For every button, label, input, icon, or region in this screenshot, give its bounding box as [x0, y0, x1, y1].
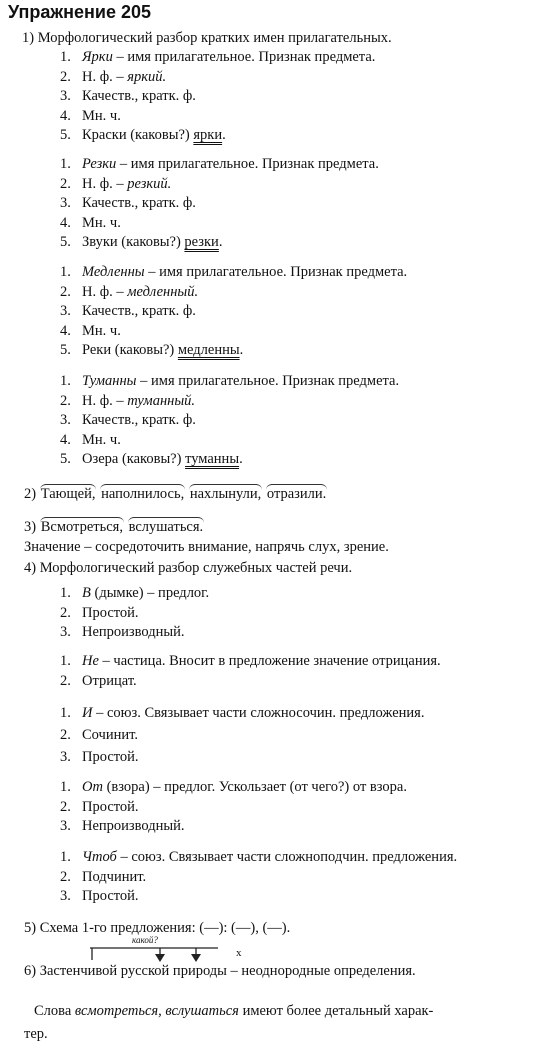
item-text: – имя прилагательное. Признак предмета.: [116, 156, 379, 172]
exercise-title: Упражнение 205: [8, 2, 152, 22]
item-text: Озера (каковы?): [82, 451, 186, 467]
item-text: – имя прилагательное. Признак предмета.: [136, 373, 400, 389]
underlined-predicate: медленны: [177, 342, 240, 358]
item-text: – союз. Связывает части сложносочин. предложения.: [92, 705, 425, 721]
list-item: [60, 672, 137, 690]
item-text: Качеств., кратк. ф.: [82, 88, 196, 104]
scheme-x-mark: x: [236, 947, 242, 959]
list-item: [60, 450, 243, 468]
closing-text: имеют более детальный харак-: [238, 1003, 434, 1019]
item-number: 3.: [60, 303, 71, 319]
item-text: Звуки (каковы?): [82, 234, 185, 250]
item-prefix: Н. ф. –: [82, 283, 128, 300]
item-text: Простой.: [82, 798, 139, 815]
item-text: Непроизводный.: [82, 624, 185, 640]
list-item: [60, 726, 138, 744]
section-5-scheme: 5) Схема 1-го предложения: (—): (—), (—).: [24, 920, 291, 936]
section-3-number: 3): [24, 519, 37, 535]
item-text: Реки (каковы?): [82, 342, 178, 358]
item-number: 3.: [60, 888, 71, 904]
list-item: [60, 107, 121, 125]
item-number: 2.: [60, 672, 71, 689]
item-text: Качеств., кратк. ф.: [82, 195, 196, 211]
item-text: – частица. Вносит в предложение значение отрицания.: [98, 653, 441, 669]
word-box: отразили.: [266, 486, 327, 502]
scheme-question: какой?: [132, 935, 158, 945]
word-box: нахлынули,: [189, 486, 262, 502]
item-number: 4.: [60, 322, 71, 339]
list-item: [60, 392, 195, 410]
item-text: Отрицат.: [82, 672, 137, 689]
list-item: [60, 411, 196, 429]
item-number: 1.: [60, 585, 71, 601]
item-number: 1.: [60, 49, 71, 65]
list-item: [60, 887, 139, 905]
item-word: В: [82, 585, 91, 601]
list-item: [60, 302, 196, 320]
word-box: вслушаться.: [128, 519, 204, 535]
item-number: 1.: [60, 849, 71, 865]
item-end: .: [239, 342, 244, 358]
item-text: Подчинит.: [82, 868, 147, 885]
item-number: 2.: [60, 175, 71, 192]
section-3: [24, 517, 204, 536]
item-number: 5.: [60, 342, 71, 358]
list-item: [60, 868, 146, 886]
item-number: 2.: [60, 604, 71, 621]
item-number: 2.: [60, 392, 71, 409]
item-end: .: [218, 234, 223, 250]
item-number: 1.: [60, 156, 71, 172]
item-number: 3.: [60, 88, 71, 104]
item-number: 1.: [60, 653, 71, 669]
item-text: Простой.: [82, 749, 139, 765]
item-number: 2.: [60, 798, 71, 815]
section-3-meaning: Значение – сосредоточить внимание, напрячь слух, зрение.: [24, 539, 389, 555]
item-number: 1.: [60, 373, 71, 389]
item-text: Мн. ч.: [82, 322, 121, 339]
item-number: 5.: [60, 234, 71, 250]
item-word: От: [82, 779, 103, 795]
scheme-arrow: [155, 954, 165, 962]
item-number: 1.: [60, 264, 71, 280]
item-text: Мн. ч.: [82, 214, 121, 231]
list-item: [60, 233, 222, 251]
list-item: [60, 372, 399, 390]
item-word: яркий.: [127, 68, 167, 85]
item-text: Простой.: [82, 888, 139, 904]
list-item: [60, 584, 209, 602]
item-word: туманный.: [127, 392, 196, 409]
section-6: 6) Застенчивой русской природы – неоднородные определения.: [24, 963, 416, 979]
list-item: [60, 704, 424, 722]
list-item: [60, 175, 171, 193]
list-item: [60, 817, 185, 835]
underlined-predicate: резки: [184, 234, 219, 250]
word-box: Всмотреться,: [40, 519, 123, 535]
item-word: Резки: [82, 156, 117, 172]
item-text: – имя прилагательное. Признак предмета.: [144, 264, 408, 280]
item-number: 3.: [60, 195, 71, 211]
list-item: [60, 87, 196, 105]
item-word: Чтоб: [82, 849, 117, 865]
item-prefix: Н. ф. –: [82, 392, 128, 409]
list-item: [60, 748, 139, 766]
item-number: 5.: [60, 451, 71, 467]
list-item: [60, 604, 139, 622]
item-word: Не: [82, 653, 99, 669]
item-number: 2.: [60, 283, 71, 300]
item-text: Непроизводный.: [82, 818, 185, 834]
item-text: Мн. ч.: [82, 107, 121, 124]
item-text: (дымке) – предлог.: [90, 585, 210, 601]
item-number: 3.: [60, 624, 71, 640]
item-word: медленный.: [127, 283, 199, 300]
section-2-number: 2): [24, 486, 37, 502]
scheme-arrow: [191, 954, 201, 962]
item-number: 2.: [60, 68, 71, 85]
item-number: 5.: [60, 127, 71, 143]
item-text: Краски (каковы?): [82, 127, 194, 143]
list-item: [60, 155, 379, 173]
item-number: 2.: [60, 868, 71, 885]
list-item: [60, 341, 243, 359]
item-number: 3.: [60, 412, 71, 428]
item-text: Мн. ч.: [82, 431, 121, 448]
item-number: 1.: [60, 705, 71, 721]
list-item: [60, 623, 185, 641]
closing-words: всмотреться, вслушаться: [74, 1003, 239, 1019]
item-text: Простой.: [82, 604, 139, 621]
list-item: [60, 798, 139, 816]
item-text: Сочинит.: [82, 727, 138, 743]
item-text: – имя прилагательное. Признак предмета.: [112, 49, 376, 65]
closing-text: Слова: [34, 1003, 75, 1019]
list-item: [60, 652, 441, 670]
word-box: Тающей,: [40, 486, 96, 502]
underlined-predicate: ярки: [193, 127, 223, 143]
list-item: [60, 283, 198, 301]
item-prefix: Н. ф. –: [82, 68, 128, 85]
list-item: [60, 214, 121, 232]
item-word: резкий.: [127, 175, 172, 192]
item-number: 4.: [60, 214, 71, 231]
item-end: .: [239, 451, 243, 467]
underlined-predicate: туманны: [185, 451, 240, 467]
item-text: Качеств., кратк. ф.: [82, 303, 196, 319]
section-1-heading: 1) Морфологический разбор кратких имен прилагательных.: [22, 30, 392, 46]
item-word: И: [82, 705, 93, 721]
item-end: .: [222, 127, 226, 143]
item-text: Качеств., кратк. ф.: [82, 412, 196, 428]
list-item: [60, 194, 196, 212]
item-number: 2.: [60, 727, 71, 743]
list-item: [60, 431, 121, 449]
item-number: 1.: [60, 779, 71, 795]
list-item: [60, 126, 226, 144]
list-item: [60, 778, 407, 796]
list-item: [60, 263, 407, 281]
list-item: [60, 48, 375, 66]
closing-tail: тер.: [24, 1026, 48, 1042]
item-word: Туманны: [82, 373, 137, 389]
item-number: 3.: [60, 818, 71, 834]
item-text: – союз. Связывает части сложноподчин. предложения.: [116, 849, 458, 865]
item-number: 4.: [60, 107, 71, 124]
section-2: [24, 484, 327, 503]
list-item: [60, 322, 121, 340]
list-item: [60, 68, 166, 86]
section-4-heading: 4) Морфологический разбор служебных частей речи.: [24, 560, 353, 576]
item-word: Ярки: [82, 49, 113, 65]
word-box: наполнилось,: [101, 486, 185, 502]
item-prefix: Н. ф. –: [82, 175, 128, 192]
item-number: 3.: [60, 749, 71, 765]
closing-paragraph: [34, 1002, 538, 1021]
item-text: (взора) – предлог. Ускользает (от чего?) от взора.: [102, 779, 407, 795]
list-item: [60, 848, 457, 866]
item-number: 4.: [60, 431, 71, 448]
item-word: Медленны: [82, 264, 145, 280]
